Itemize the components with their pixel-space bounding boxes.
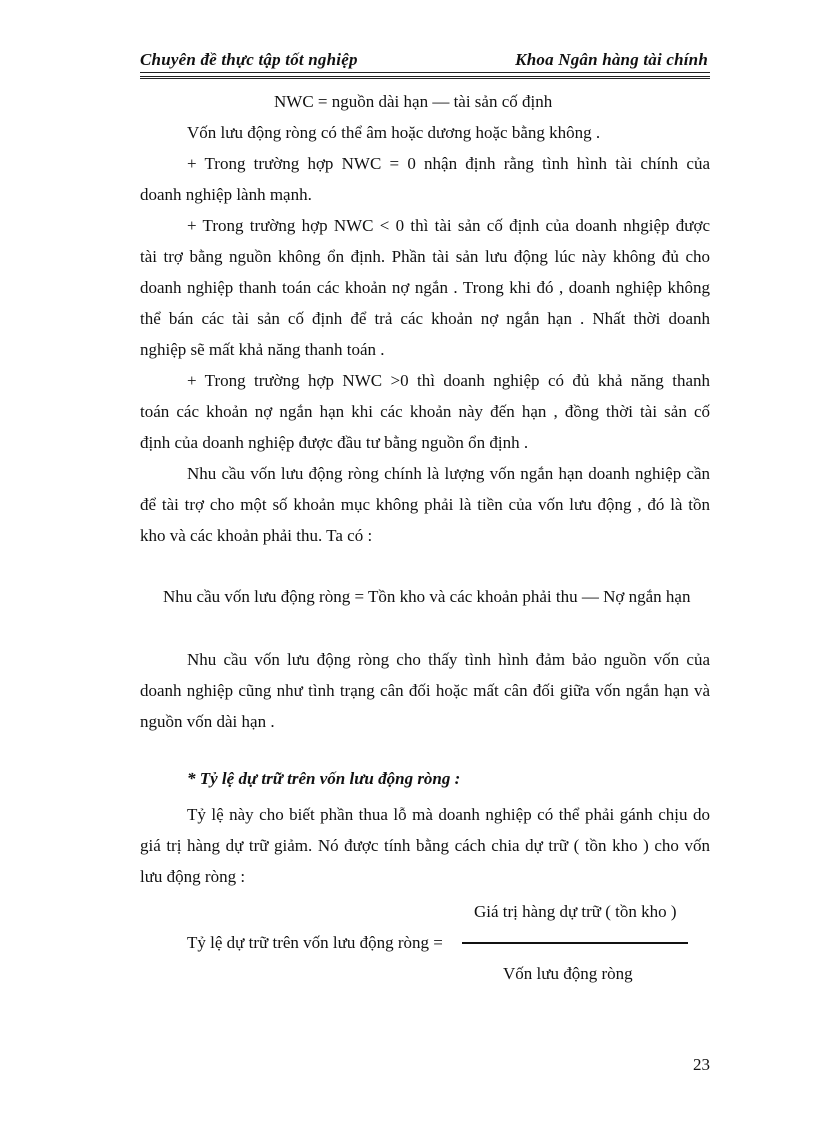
paragraph-line: để tài trợ cho một số khoản mục không phải là tiền của vốn lưu động , đó là tồn [140,495,710,514]
header-faculty-name: Khoa Ngân hàng tài chính [515,50,708,69]
page-header [140,46,710,72]
paragraph-line: + Trong trường hợp NWC >0 thì doanh nghiệp có đủ khả năng thanh [187,371,710,390]
paragraph-line: + Trong trường hợp NWC = 0 nhận định rằng tình hình tài chính của [187,154,710,173]
paragraph-line: tài trợ bằng nguồn không ổn định. Phần tài sản lưu động lúc này không đủ cho [140,247,710,266]
page-number: 23 [693,1055,710,1074]
paragraph-line: Tỷ lệ này cho biết phần thua lỗ mà doanh nghiệp có thể phải gánh chịu do [187,805,710,824]
formula-lhs: Tỷ lệ dự trữ trên vốn lưu động ròng = [187,933,443,952]
formula-denominator: Vốn lưu động ròng [503,964,633,983]
paragraph-line: Nhu cầu vốn lưu động ròng cho thấy tình hình đảm bảo nguồn vốn của [187,650,710,669]
paragraph-line: Vốn lưu động ròng có thể âm hoặc dương hoặc bằng không . [187,123,601,142]
paragraph-line: giá trị hàng dự trữ giảm. Nó được tính bằng cách chia dự trữ ( tồn kho ) cho vốn [140,836,710,855]
formula-numerator: Giá trị hàng dự trữ ( tồn kho ) [474,902,677,921]
paragraph-line: thể bán các tài sản cố định để trả các khoản nợ ngắn hạn . Nhất thời doanh [140,309,710,328]
paragraph-line: doanh nghiệp lành mạnh. [140,185,312,204]
section-heading: * Tỷ lệ dự trữ trên vốn lưu động ròng : [187,769,461,788]
paragraph-line: nguồn vốn dài hạn . [140,712,275,731]
paragraph-line: toán các khoản nợ ngắn hạn khi các khoản này đến hạn , đồng thời tài sản cố [140,402,710,421]
paragraph-line: định của doanh nghiệp được đầu tư bằng nguồn ổn định . [140,433,529,452]
paragraph-line: + Trong trường hợp NWC < 0 thì tài sản cố định của doanh nhgiệp được [187,216,710,235]
paragraph-line: nghiệp sẽ mất khả năng thanh toán . [140,340,385,359]
header-document-title: Chuyên đề thực tập tốt nghiệp [140,50,358,69]
paragraph-line: doanh nghiệp cũng như tình trạng cân đối hoặc mất cân đối giữa vốn ngắn hạn và [140,681,710,700]
fraction-bar [462,942,688,944]
nwc-formula: NWC = nguồn dài hạn — tài sản cố định [274,92,553,111]
paragraph-line: Nhu cầu vốn lưu động ròng chính là lượng vốn ngắn hạn doanh nghiệp cần [187,464,710,483]
header-rule [140,72,710,79]
paragraph-line: lưu động ròng : [140,867,246,886]
paragraph-line: doanh nghiệp thanh toán các khoản nợ ngắn . Trong khi đó , doanh nghiệp không [140,278,710,297]
working-capital-need-formula: Nhu cầu vốn lưu động ròng = Tồn kho và các khoản phải thu — Nợ ngắn hạn [163,587,691,606]
paragraph-line: kho và các khoản phải thu. Ta có : [140,526,373,545]
